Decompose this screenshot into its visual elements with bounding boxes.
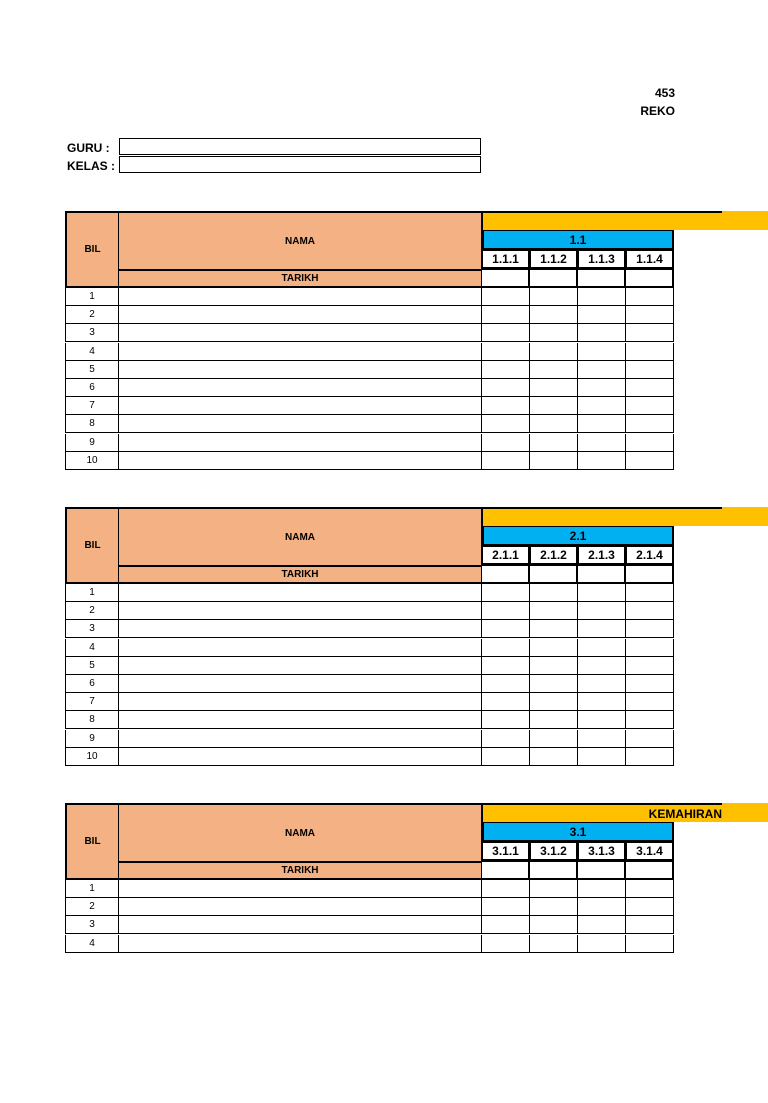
student-name-cell[interactable] bbox=[119, 693, 482, 711]
score-cell[interactable] bbox=[482, 916, 530, 934]
score-cell[interactable] bbox=[482, 935, 530, 953]
score-cell[interactable] bbox=[578, 584, 626, 602]
score-cell[interactable] bbox=[530, 711, 578, 729]
student-name-cell[interactable] bbox=[119, 343, 482, 361]
score-cell[interactable] bbox=[626, 730, 674, 748]
sub-standard-header: 3.1.3 bbox=[578, 842, 626, 861]
row-number: 9 bbox=[65, 434, 119, 452]
score-cell[interactable] bbox=[530, 361, 578, 379]
score-cell[interactable] bbox=[578, 711, 626, 729]
row-number: 4 bbox=[65, 343, 119, 361]
score-cell[interactable] bbox=[530, 343, 578, 361]
row-number: 2 bbox=[65, 306, 119, 324]
score-cell[interactable] bbox=[530, 675, 578, 693]
sub-standard-header: 2.1.1 bbox=[482, 546, 530, 565]
row-number: 1 bbox=[65, 880, 119, 898]
assessment-table-2 bbox=[65, 507, 768, 807]
table-row bbox=[65, 657, 674, 675]
student-name-cell[interactable] bbox=[119, 657, 482, 675]
score-cell[interactable] bbox=[530, 324, 578, 342]
row-number: 2 bbox=[65, 602, 119, 620]
score-cell[interactable] bbox=[482, 584, 530, 602]
score-cell[interactable] bbox=[530, 415, 578, 433]
row-number: 10 bbox=[65, 748, 119, 766]
table-row bbox=[65, 898, 674, 916]
date-cell[interactable] bbox=[578, 861, 626, 880]
score-cell[interactable] bbox=[626, 935, 674, 953]
student-name-cell[interactable] bbox=[119, 288, 482, 306]
sub-standard-header: 1.1.4 bbox=[626, 250, 674, 269]
date-cell[interactable] bbox=[578, 269, 626, 288]
score-cell[interactable] bbox=[530, 639, 578, 657]
table-row bbox=[65, 916, 674, 934]
score-cell[interactable] bbox=[578, 748, 626, 766]
skill-banner bbox=[482, 507, 722, 526]
score-cell[interactable] bbox=[482, 434, 530, 452]
sub-standard-header: 1.1.3 bbox=[578, 250, 626, 269]
sub-standard-header: 2.1.3 bbox=[578, 546, 626, 565]
nama-header: NAMA bbox=[119, 507, 482, 565]
student-name-cell[interactable] bbox=[119, 748, 482, 766]
score-cell[interactable] bbox=[482, 620, 530, 638]
date-cell[interactable] bbox=[530, 565, 578, 584]
sub-standard-header: 1.1.1 bbox=[482, 250, 530, 269]
table-row bbox=[65, 620, 674, 638]
row-number: 10 bbox=[65, 452, 119, 470]
student-name-cell[interactable] bbox=[119, 602, 482, 620]
score-cell[interactable] bbox=[482, 730, 530, 748]
student-name-cell[interactable] bbox=[119, 361, 482, 379]
score-cell[interactable] bbox=[530, 434, 578, 452]
skill-banner bbox=[482, 211, 722, 230]
row-number: 5 bbox=[65, 361, 119, 379]
score-cell[interactable] bbox=[482, 415, 530, 433]
score-cell[interactable] bbox=[626, 379, 674, 397]
row-number: 3 bbox=[65, 324, 119, 342]
assessment-table-1 bbox=[65, 211, 768, 511]
score-cell[interactable] bbox=[578, 434, 626, 452]
standard-header: 1.1 bbox=[482, 230, 674, 250]
score-cell[interactable] bbox=[626, 898, 674, 916]
date-cell[interactable] bbox=[482, 269, 530, 288]
score-cell[interactable] bbox=[626, 306, 674, 324]
student-name-cell[interactable] bbox=[119, 379, 482, 397]
score-cell[interactable] bbox=[626, 288, 674, 306]
table-row bbox=[65, 379, 674, 397]
score-cell[interactable] bbox=[578, 657, 626, 675]
bil-header: BIL bbox=[65, 211, 119, 288]
standard-header: 2.1 bbox=[482, 526, 674, 546]
score-cell[interactable] bbox=[482, 657, 530, 675]
table-row bbox=[65, 935, 674, 953]
student-name-cell[interactable] bbox=[119, 452, 482, 470]
score-cell[interactable] bbox=[482, 452, 530, 470]
skill-banner: KEMAHIRAN bbox=[482, 803, 722, 822]
sub-standard-header: 1.1.2 bbox=[530, 250, 578, 269]
score-cell[interactable] bbox=[578, 379, 626, 397]
score-cell[interactable] bbox=[578, 620, 626, 638]
score-cell[interactable] bbox=[578, 288, 626, 306]
score-cell[interactable] bbox=[482, 748, 530, 766]
row-number: 3 bbox=[65, 620, 119, 638]
score-cell[interactable] bbox=[578, 880, 626, 898]
table-row bbox=[65, 748, 674, 766]
table-row bbox=[65, 397, 674, 415]
score-cell[interactable] bbox=[482, 361, 530, 379]
score-cell[interactable] bbox=[482, 639, 530, 657]
sub-standard-header: 3.1.4 bbox=[626, 842, 674, 861]
bil-header: BIL bbox=[65, 507, 119, 584]
table-row bbox=[65, 324, 674, 342]
score-cell[interactable] bbox=[578, 324, 626, 342]
score-cell[interactable] bbox=[578, 898, 626, 916]
student-name-cell[interactable] bbox=[119, 898, 482, 916]
guru-field[interactable] bbox=[119, 138, 481, 155]
score-cell[interactable] bbox=[578, 675, 626, 693]
date-cell[interactable] bbox=[530, 861, 578, 880]
row-number: 9 bbox=[65, 730, 119, 748]
student-name-cell[interactable] bbox=[119, 584, 482, 602]
score-cell[interactable] bbox=[482, 602, 530, 620]
score-cell[interactable] bbox=[626, 711, 674, 729]
row-number: 2 bbox=[65, 898, 119, 916]
score-cell[interactable] bbox=[578, 916, 626, 934]
score-cell[interactable] bbox=[626, 324, 674, 342]
skill-banner-extension bbox=[722, 211, 768, 230]
student-name-cell[interactable] bbox=[119, 639, 482, 657]
nama-header: NAMA bbox=[119, 211, 482, 269]
row-number: 8 bbox=[65, 711, 119, 729]
date-cell[interactable] bbox=[482, 565, 530, 584]
table-row bbox=[65, 452, 674, 470]
table-row bbox=[65, 730, 674, 748]
table-row bbox=[65, 711, 674, 729]
row-number: 5 bbox=[65, 657, 119, 675]
score-cell[interactable] bbox=[578, 452, 626, 470]
table-row bbox=[65, 675, 674, 693]
score-cell[interactable] bbox=[578, 602, 626, 620]
score-cell[interactable] bbox=[482, 379, 530, 397]
score-cell[interactable] bbox=[530, 379, 578, 397]
table-row bbox=[65, 288, 674, 306]
row-number: 1 bbox=[65, 584, 119, 602]
score-cell[interactable] bbox=[530, 288, 578, 306]
date-cell[interactable] bbox=[482, 861, 530, 880]
table-row bbox=[65, 361, 674, 379]
score-cell[interactable] bbox=[626, 657, 674, 675]
score-cell[interactable] bbox=[626, 916, 674, 934]
row-number: 7 bbox=[65, 397, 119, 415]
score-cell[interactable] bbox=[530, 602, 578, 620]
student-name-cell[interactable] bbox=[119, 306, 482, 324]
student-name-cell[interactable] bbox=[119, 434, 482, 452]
score-cell[interactable] bbox=[578, 730, 626, 748]
table-row bbox=[65, 415, 674, 433]
score-cell[interactable] bbox=[530, 657, 578, 675]
score-cell[interactable] bbox=[578, 639, 626, 657]
sub-standard-header: 2.1.2 bbox=[530, 546, 578, 565]
score-cell[interactable] bbox=[482, 343, 530, 361]
score-cell[interactable] bbox=[626, 602, 674, 620]
bil-header: BIL bbox=[65, 803, 119, 880]
score-cell[interactable] bbox=[626, 434, 674, 452]
student-name-cell[interactable] bbox=[119, 397, 482, 415]
score-cell[interactable] bbox=[530, 452, 578, 470]
score-cell[interactable] bbox=[530, 748, 578, 766]
score-cell[interactable] bbox=[482, 324, 530, 342]
score-cell[interactable] bbox=[530, 916, 578, 934]
score-cell[interactable] bbox=[530, 898, 578, 916]
sub-standard-header: 3.1.1 bbox=[482, 842, 530, 861]
score-cell[interactable] bbox=[626, 620, 674, 638]
row-number: 3 bbox=[65, 916, 119, 934]
score-cell[interactable] bbox=[530, 880, 578, 898]
score-cell[interactable] bbox=[530, 730, 578, 748]
table-row bbox=[65, 343, 674, 361]
score-cell[interactable] bbox=[482, 675, 530, 693]
score-cell[interactable] bbox=[530, 935, 578, 953]
sub-standard-header: 2.1.4 bbox=[626, 546, 674, 565]
score-cell[interactable] bbox=[626, 880, 674, 898]
score-cell[interactable] bbox=[626, 415, 674, 433]
date-cell[interactable] bbox=[626, 861, 674, 880]
score-cell[interactable] bbox=[530, 693, 578, 711]
score-cell[interactable] bbox=[626, 639, 674, 657]
score-cell[interactable] bbox=[626, 343, 674, 361]
score-cell[interactable] bbox=[482, 711, 530, 729]
sub-standard-header: 3.1.2 bbox=[530, 842, 578, 861]
score-cell[interactable] bbox=[578, 397, 626, 415]
kelas-field[interactable] bbox=[119, 156, 481, 173]
student-name-cell[interactable] bbox=[119, 711, 482, 729]
score-cell[interactable] bbox=[482, 880, 530, 898]
table-row bbox=[65, 306, 674, 324]
date-cell[interactable] bbox=[530, 269, 578, 288]
student-name-cell[interactable] bbox=[119, 675, 482, 693]
score-cell[interactable] bbox=[626, 397, 674, 415]
standard-header: 3.1 bbox=[482, 822, 674, 842]
score-cell[interactable] bbox=[482, 306, 530, 324]
score-cell[interactable] bbox=[578, 693, 626, 711]
score-cell[interactable] bbox=[482, 693, 530, 711]
date-cell[interactable] bbox=[578, 565, 626, 584]
score-cell[interactable] bbox=[626, 452, 674, 470]
skill-banner-extension bbox=[722, 803, 768, 822]
student-name-cell[interactable] bbox=[119, 324, 482, 342]
nama-header: NAMA bbox=[119, 803, 482, 861]
score-cell[interactable] bbox=[626, 693, 674, 711]
score-cell[interactable] bbox=[482, 397, 530, 415]
score-cell[interactable] bbox=[530, 397, 578, 415]
form-code: 453 bbox=[654, 86, 675, 100]
score-cell[interactable] bbox=[578, 935, 626, 953]
score-cell[interactable] bbox=[578, 343, 626, 361]
skill-banner-extension bbox=[722, 507, 768, 526]
score-cell[interactable] bbox=[578, 306, 626, 324]
row-number: 4 bbox=[65, 639, 119, 657]
tarikh-header: TARIKH bbox=[119, 861, 482, 880]
table-row bbox=[65, 880, 674, 898]
table-row bbox=[65, 434, 674, 452]
score-cell[interactable] bbox=[530, 584, 578, 602]
table-row bbox=[65, 693, 674, 711]
row-number: 1 bbox=[65, 288, 119, 306]
score-cell[interactable] bbox=[626, 748, 674, 766]
score-cell[interactable] bbox=[626, 675, 674, 693]
row-number: 8 bbox=[65, 415, 119, 433]
kelas-label: KELAS : bbox=[67, 159, 115, 173]
table-row bbox=[65, 584, 674, 602]
score-cell[interactable] bbox=[482, 898, 530, 916]
student-name-cell[interactable] bbox=[119, 620, 482, 638]
score-cell[interactable] bbox=[530, 306, 578, 324]
row-number: 4 bbox=[65, 935, 119, 953]
score-cell[interactable] bbox=[482, 288, 530, 306]
score-cell[interactable] bbox=[626, 361, 674, 379]
student-name-cell[interactable] bbox=[119, 415, 482, 433]
score-cell[interactable] bbox=[530, 620, 578, 638]
row-number: 6 bbox=[65, 675, 119, 693]
table-row bbox=[65, 639, 674, 657]
tarikh-header: TARIKH bbox=[119, 565, 482, 584]
score-cell[interactable] bbox=[578, 415, 626, 433]
score-cell[interactable] bbox=[626, 584, 674, 602]
tarikh-header: TARIKH bbox=[119, 269, 482, 288]
date-cell[interactable] bbox=[626, 269, 674, 288]
date-cell[interactable] bbox=[626, 565, 674, 584]
student-name-cell[interactable] bbox=[119, 880, 482, 898]
student-name-cell[interactable] bbox=[119, 916, 482, 934]
row-number: 7 bbox=[65, 693, 119, 711]
row-number: 6 bbox=[65, 379, 119, 397]
student-name-cell[interactable] bbox=[119, 730, 482, 748]
assessment-table-3 bbox=[65, 803, 768, 1103]
score-cell[interactable] bbox=[578, 361, 626, 379]
form-title: REKO bbox=[640, 104, 675, 118]
guru-label: GURU : bbox=[67, 141, 110, 155]
student-name-cell[interactable] bbox=[119, 935, 482, 953]
table-row bbox=[65, 602, 674, 620]
